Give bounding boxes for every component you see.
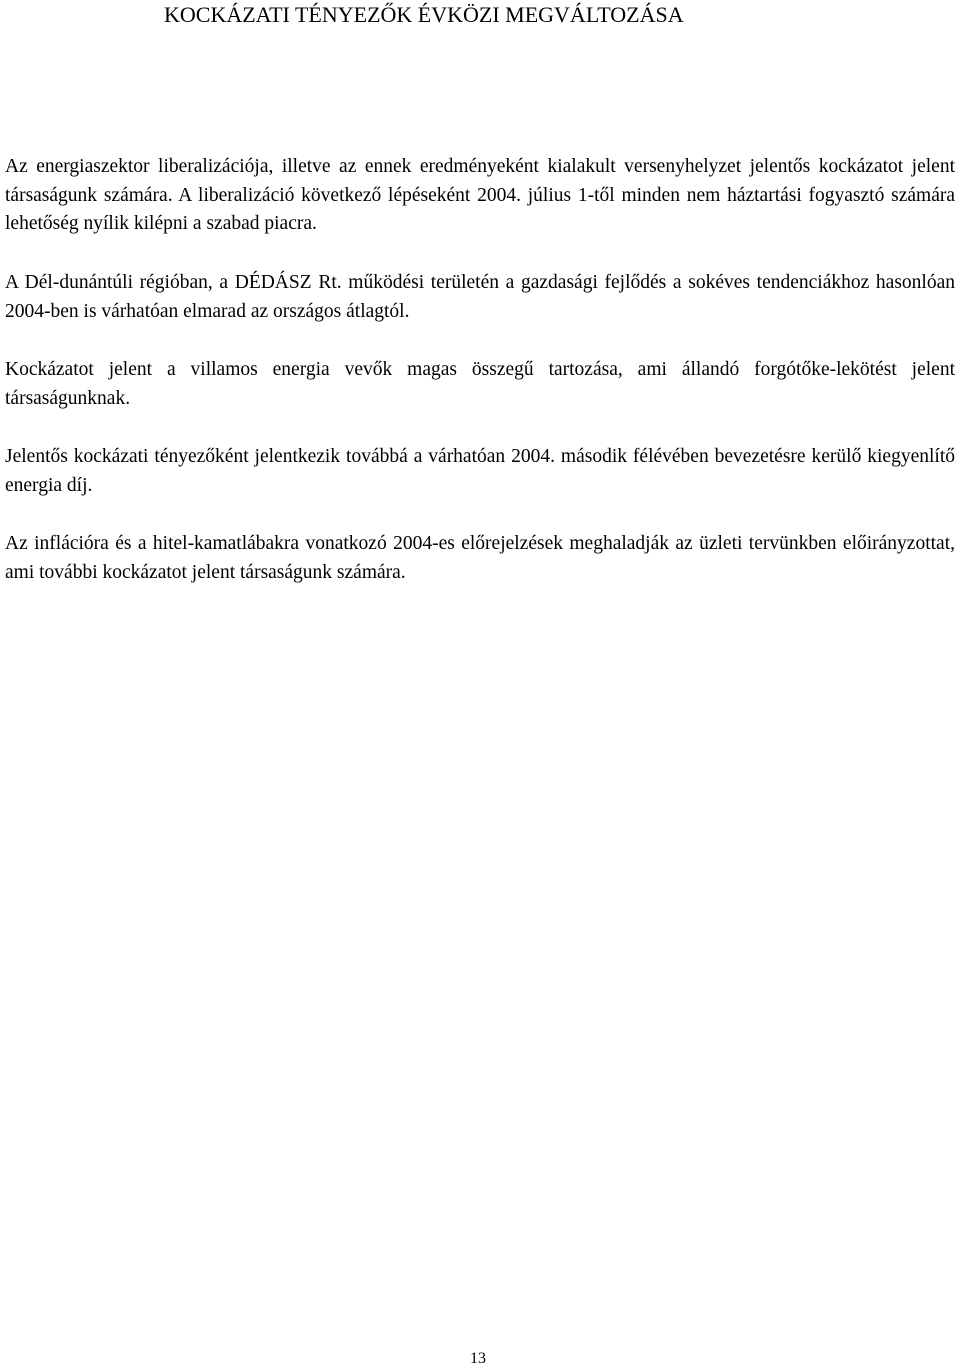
page-title: KOCKÁZATI TÉNYEZŐK ÉVKÖZI MEGVÁLTOZÁSA: [164, 2, 684, 27]
paragraph-liberalization: Az energiaszektor liberalizációja, illetve az ennek eredményeként kialakult versenyhelyzet jelentős kockázatot jelent társaságunk számára. A liberalizáció következő lépéseként 2004. július 1-től minden nem háztartási fogyasztó számára lehetőség nyílik kilépni a szabad piacra.: [5, 156, 955, 234]
paragraph-regional-growth: A Dél-dunántúli régióban, a DÉDÁSZ Rt. működési területén a gazdasági fejlődés a sokéves tendenciákhoz hasonlóan 2004-ben is várhatóan elmarad az országos átlagtól.: [5, 272, 955, 322]
paragraph-inflation-forecast: Az inflációra és a hitel-kamatlábakra vonatkozó 2004-es előrejelzések meghaladják az üzleti tervünkben előirányzottat, ami további kockázatot jelent társaságunk számára.: [5, 533, 955, 583]
paragraph-customer-debt: Kockázatot jelent a villamos energia vevők magas összegű tartozása, ami állandó forgótőke-lekötést jelent társaságunknak.: [5, 359, 955, 409]
paragraph-balancing-energy-fee: Jelentős kockázati tényezőként jelentkezik továbbá a várhatóan 2004. második félévében bevezetésre kerülő kiegyenlítő energia díj.: [5, 446, 955, 496]
page-number: 13: [470, 1350, 486, 1367]
